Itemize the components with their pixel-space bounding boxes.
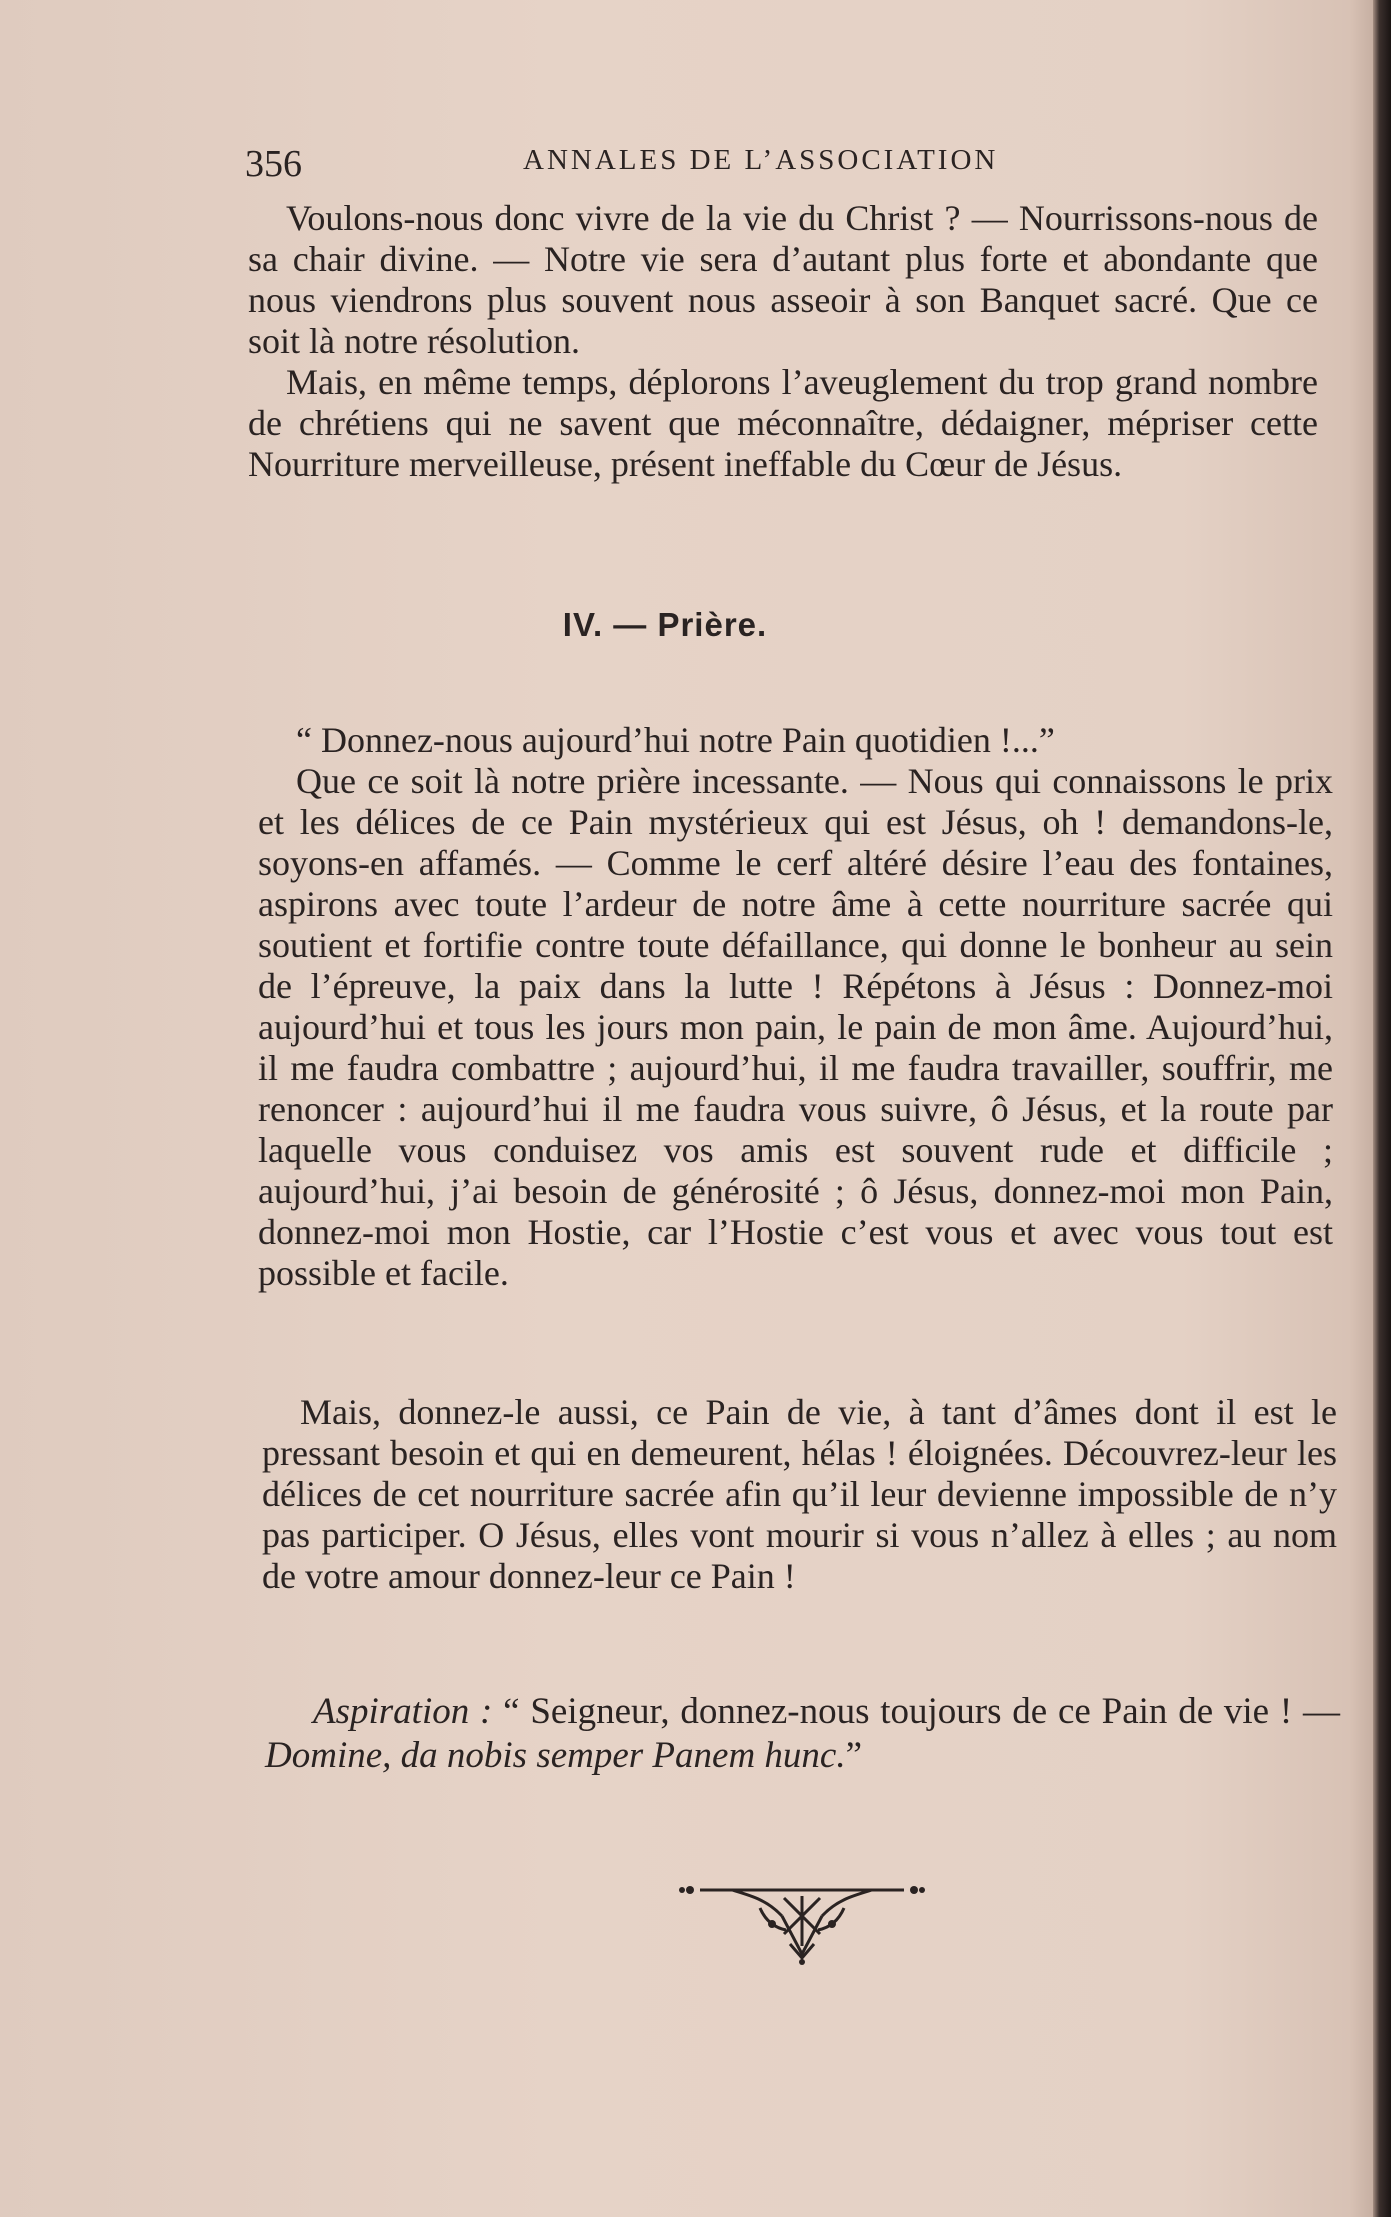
prayer-quote: “ Donnez-nous aujourd’hui notre Pain quotidien !...” <box>296 720 1055 760</box>
running-title: ANNALES DE L’ASSOCIATION <box>523 144 999 176</box>
paragraph-prayer: Que ce soit là notre prière incessante. — Nous qui connaissons le prix et les délices de ce Pain mystérieux qui est Jésus, oh ! demandons-le, soyons-en affamés. — Comme le cerf altéré désire l’eau des fontaines, aspirons avec toute l’ardeur de notre âme à cette nourriture sacrée qui soutient et fortifie contre toute défaillance, qui donne le bonheur au sein de l’épreuve, la paix dans la lutte ! Répétons à Jésus : Donnez-moi aujourd’hui et tous les jours mon pain, le pain de mon âme. Aujourd’hui, il me faudra combattre ; aujourd’hui, il me faudra travailler, souffrir, me renoncer : aujourd’hui il me faudra vous suivre, ô Jésus, et la route par laquelle vous conduisez vos amis est souvent rude et difficile ; aujourd’hui, j’ai besoin de générosité ; ô Jésus, donnez-moi mon Pain, donnez-moi mon Hostie, car l’Hostie c’est vous et avec vous tout est possible et facile. <box>258 761 1333 1293</box>
section-heading: IV. — Prière. <box>562 606 768 643</box>
aspiration-label: Aspiration : <box>313 1691 493 1732</box>
running-head <box>245 140 1330 185</box>
aspiration-latin: Domine, da nobis semper Panem hunc. <box>265 1735 846 1776</box>
paragraph-other-souls: Mais, donnez-le aussi, ce Pain de vie, à tant d’âmes dont il est le pressant besoin et qui en demeurent, hélas ! éloignées. Découvrez-leur les délices de cet nourriture sacrée afin qu’il leur devienne impossible de n’y pas participer. O Jésus, elles vont mourir si vous n’allez à elles ; au nom de votre amour donnez-leur ce Pain ! <box>262 1392 1337 1596</box>
aspiration <box>265 1690 1340 1778</box>
book-spine-shadow <box>1373 0 1391 2217</box>
paragraph-lament: Mais, en même temps, déplorons l’aveuglement du trop grand nombre de chrétiens qui ne savent que méconnaître, dédaigner, mépriser cette Nourriture merveilleuse, présent ineffable du Cœur de Jésus. <box>248 362 1318 484</box>
aspiration-closing: ” <box>845 1735 863 1776</box>
aspiration-text: “ Seigneur, donnez-nous toujours de ce Pain de vie ! — <box>492 1691 1340 1732</box>
floral-tailpiece-ornament-icon <box>672 1876 932 1966</box>
page-number: 356 <box>245 143 302 185</box>
paragraph-christ-life: Voulons-nous donc vivre de la vie du Christ ? — Nourrissons-nous de sa chair divine. — Notre vie sera d’autant plus forte et abondante que nous viendrons plus souvent nous asseoir à son Banquet sacré. Que ce soit là notre résolution. <box>248 198 1318 361</box>
